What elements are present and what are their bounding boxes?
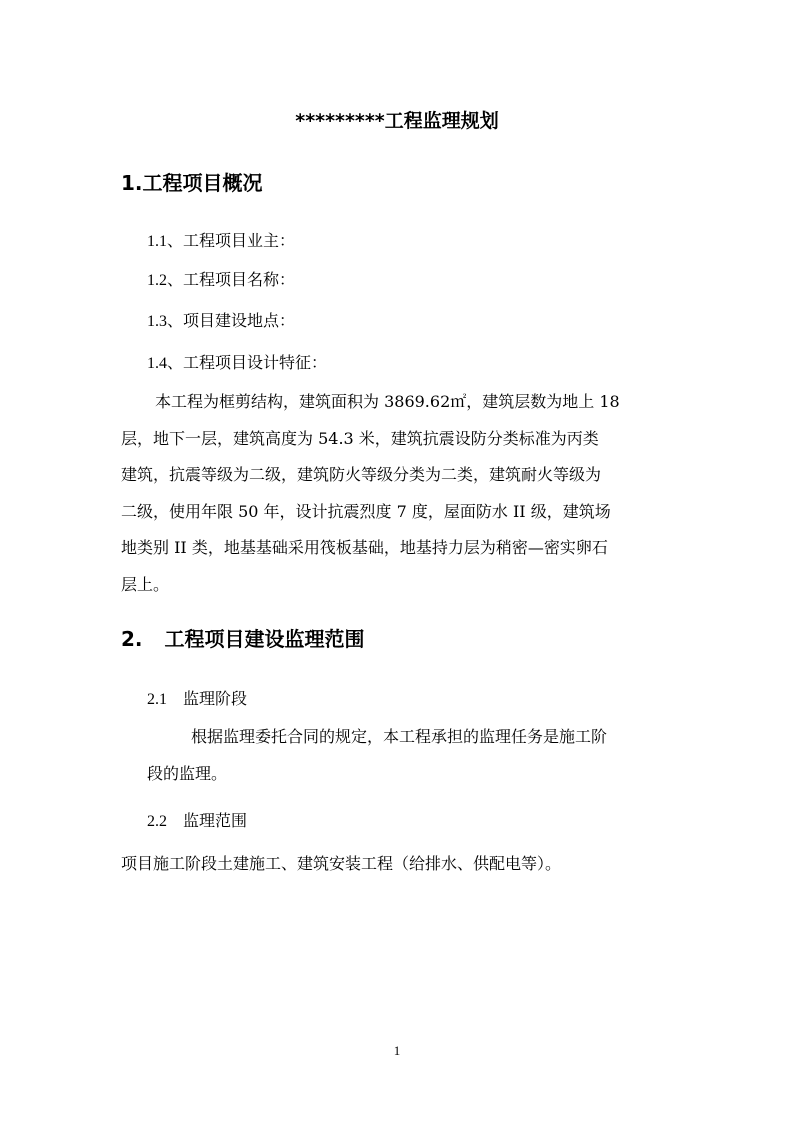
item-1-2 xyxy=(147,267,295,290)
subsection-2-1 xyxy=(147,686,247,709)
item-number: 1.4 xyxy=(147,355,167,372)
item-label: 、工程项目名称： xyxy=(167,270,296,289)
item-label: 、工程项目设计特征： xyxy=(167,353,328,372)
paragraph-line: 建筑，抗震等级为二级，建筑防火等级分类为二类，建筑耐火等级为 xyxy=(121,465,602,484)
section-2-heading xyxy=(121,623,365,652)
item-number: 1.3 xyxy=(147,313,167,330)
item-1-3 xyxy=(147,308,295,331)
paragraph-line: 层上。 xyxy=(121,574,170,594)
item-1-4 xyxy=(147,350,327,373)
subsection-label: 监理范围 xyxy=(183,811,248,830)
paragraph-line: 本工程为框剪结构，建筑面积为 3869.62㎡，建筑层数为地上 18 xyxy=(155,392,620,411)
subsection-number: 2.1 xyxy=(147,691,167,708)
paragraph-line: 层，地下一层，建筑高度为 54.3 米，建筑抗震设防分类标准为丙类 xyxy=(121,428,599,448)
section-1-heading: 1.工程项目概况 xyxy=(121,171,263,195)
paragraph-line: 根据监理委托合同的规定，本工程承担的监理任务是施工阶 xyxy=(191,727,608,746)
item-number: 1.1 xyxy=(147,233,167,250)
paragraph-line: 地类别 II 类，地基基础采用筏板基础，地基持力层为稍密—密实卵石 xyxy=(121,538,608,557)
stage-paragraph xyxy=(147,719,687,792)
scope-paragraph: 项目施工阶段土建施工、建筑安装工程（给排水、供配电等）。 xyxy=(121,854,562,873)
item-1-1 xyxy=(147,228,295,251)
page-number: 1 xyxy=(393,1043,401,1058)
section-number: 2. xyxy=(121,627,143,651)
design-features-paragraph xyxy=(121,384,691,603)
subsection-number: 2.2 xyxy=(147,813,167,830)
section-title: 工程项目建设监理范围 xyxy=(164,627,365,651)
item-label: 、工程项目业主： xyxy=(167,231,296,250)
subsection-2-2 xyxy=(147,808,247,831)
paragraph-line: 段的监理。 xyxy=(147,763,228,783)
item-number: 1.2 xyxy=(147,272,167,289)
item-label: 、项目建设地点： xyxy=(167,311,296,330)
subsection-label: 监理阶段 xyxy=(183,689,248,708)
paragraph-line: 二级，使用年限 50 年，设计抗震烈度 7 度，屋面防水 II 级，建筑场 xyxy=(121,501,611,521)
document-title: *********工程监理规划 xyxy=(295,110,499,132)
